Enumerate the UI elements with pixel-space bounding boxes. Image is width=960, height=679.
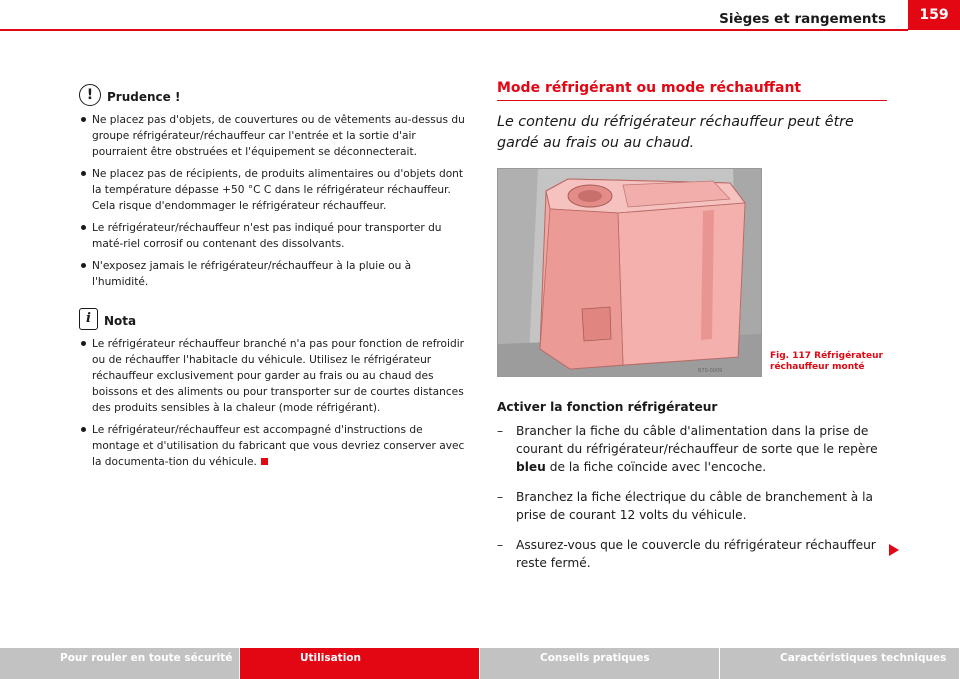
- page-number: 159: [908, 0, 960, 30]
- warning-item: Ne placez pas d'objets, de couvertures ou de vêtements au-dessus du groupe réfrigérateur/réchauffeur car l'entrée et la sortie d'air pourraient être obstruées et l'équipement se déconnecterait.: [79, 112, 465, 160]
- step-item: – Assurez-vous que le couvercle du réfrigérateur réchauffeur reste fermé.: [497, 536, 887, 572]
- footer-tab-safety[interactable]: Pour rouler en toute sécurité: [0, 648, 240, 679]
- figure-code: B7S-0009: [698, 368, 723, 374]
- steps-heading: Activer la fonction réfrigérateur: [497, 400, 718, 414]
- end-of-section-icon: [261, 458, 268, 465]
- footer-tab-utilisation[interactable]: Utilisation: [240, 648, 480, 679]
- step-item: [497, 422, 887, 476]
- left-column: [79, 84, 465, 476]
- warning-block: [79, 84, 465, 290]
- warning-item: Ne placez pas de récipients, de produits alimentaires ou d'objets dont la température dépasse +50 °C C dans le réfrigérateur réchauffeur. Cela risque d'endommager le réfrigérateur réchauffeur.: [79, 166, 465, 214]
- footer-nav: [0, 648, 960, 679]
- figure-image: [497, 168, 762, 377]
- next-page-arrow-icon[interactable]: [889, 544, 899, 556]
- step-emphasis: bleu: [516, 460, 546, 474]
- warning-item: N'exposez jamais le réfrigérateur/réchauffeur à la pluie ou à l'humidité.: [79, 258, 465, 290]
- footer-tab-technical[interactable]: Caractéristiques techniques: [720, 648, 960, 679]
- cooler-illustration: [498, 169, 761, 376]
- warning-exclamation-icon: !: [79, 84, 101, 106]
- header-divider: [0, 29, 908, 31]
- section-intro: Le contenu du réfrigérateur réchauffeur peut être gardé au frais ou au chaud.: [497, 114, 854, 151]
- note-block: [79, 308, 465, 470]
- note-item: [79, 422, 465, 470]
- step-text: de la fiche coïncide avec l'encoche.: [545, 460, 767, 474]
- right-column: [497, 80, 887, 584]
- note-title: Nota: [104, 314, 137, 328]
- note-item-text: Le réfrigérateur/réchauffeur est accompagné d'instructions de montage et d'utilisation du fabricant que vous devriez conserver avec la documenta-tion du véhicule.: [92, 424, 465, 468]
- step-item: – Branchez la fiche électrique du câble de branchement à la prise de courant 12 volts du véhicule.: [497, 488, 887, 524]
- footer-tab-practical-tips[interactable]: Conseils pratiques: [480, 648, 720, 679]
- info-note-icon: i: [79, 308, 98, 330]
- section-title: Mode réfrigérant ou mode réchauffant: [497, 80, 887, 101]
- warning-title: Prudence !: [107, 90, 181, 104]
- chapter-title: Sièges et rangements: [719, 11, 886, 27]
- figure-caption: Fig. 117 Réfrigérateur réchauffeur monté: [770, 351, 883, 372]
- step-text: Brancher la fiche du câble d'alimentation dans la prise de courant du réfrigérateur/réchauffeur de sorte que le repère: [516, 424, 878, 456]
- warning-item: Le réfrigérateur/réchauffeur n'est pas indiqué pour transporter du maté-riel corrosif ou contenant des dissolvants.: [79, 220, 465, 252]
- note-item: Le réfrigérateur réchauffeur branché n'a pas pour fonction de refroidir ou de réchauffer l'habitacle du véhicule. Utilisez le réfrigérateur réchauffeur exclusivement pour garder au frais ou au chaud des boissons et des aliments ou pour transporter sur de courtes distances des produits sensibles à la chaleur (mode réfrigérant).: [79, 336, 465, 416]
- figure-row: [497, 168, 887, 376]
